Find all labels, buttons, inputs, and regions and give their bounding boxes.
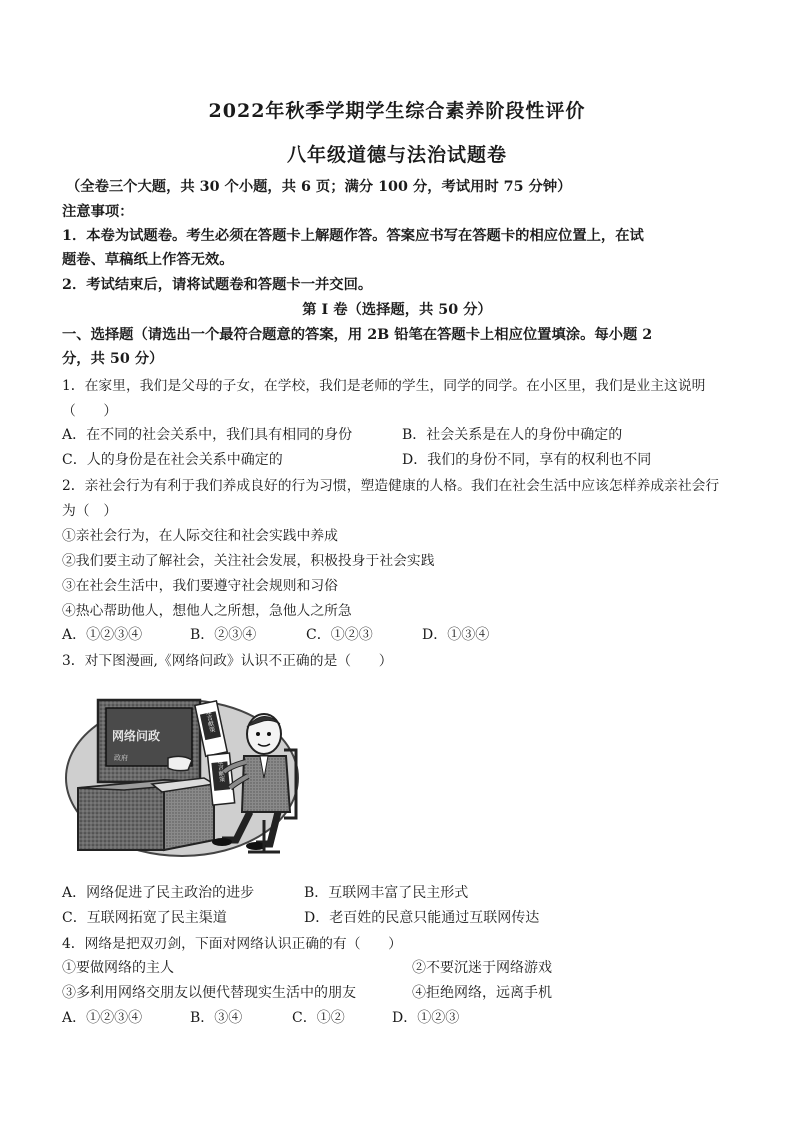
q2-statement-2: ②我们要主动了解社会，关注社会发展，积极投身于社会实践 [62, 553, 435, 569]
notice-item-1-cont: 题卷、草稿纸上作答无效。 [62, 252, 234, 268]
section1-heading-cont: 分，共 50 分） [62, 351, 164, 367]
q4-statement-1: ①要做网络的主人 [62, 960, 174, 976]
q2-option-d: D．①③④ [422, 627, 490, 643]
q1-stem: 1．在家里，我们是父母的子女，在学校，我们是老师的学生，同学的同学。在小区里，我们是业主这说明 [62, 378, 706, 394]
q1-stem-cont: （ ） [62, 403, 118, 419]
q4-statement-2: ②不要沉迷于网络游戏 [412, 960, 552, 976]
q4-option-a: A．①②③④ [62, 1010, 143, 1026]
q4-stem: 4．网络是把双刃剑，下面对网络认识正确的有（ ） [62, 936, 402, 952]
q4-option-b: B．③④ [190, 1010, 243, 1026]
q3-option-a: A．网络促进了民主政治的进步 [62, 885, 255, 901]
q1-option-a: A．在不同的社会关系中，我们具有相同的身份 [62, 427, 353, 443]
q2-stem-cont: 为（ ） [62, 503, 118, 519]
cartoon-illustration [64, 680, 304, 858]
q2-option-a: A．①②③④ [62, 627, 143, 643]
q2-statement-1: ①亲社会行为，在人际交往和社会实践中养成 [62, 528, 338, 544]
q4-statement-3: ③多利用网络交朋友以便代替现实生活中的朋友 [62, 985, 356, 1001]
page-subtitle: 八年级道德与法治试题卷 [286, 144, 507, 166]
notice-item-1: 1．本卷为试题卷。考生必须在答题卡上解题作答。答案应书写在答题卡的相应位置上，在试 [62, 228, 644, 244]
cartoon-drawing [64, 680, 304, 858]
q2-statement-3: ③在社会生活中，我们要遵守社会规则和习俗 [62, 578, 338, 594]
q1-option-c: C．人的身份是在社会关系中确定的 [62, 452, 283, 468]
page-title: 2022年秋季学期学生综合素养阶段性评价 [208, 100, 586, 122]
q2-option-b: B．②③④ [190, 627, 257, 643]
cartoon-screen-sub: 政府 [114, 754, 128, 762]
cartoon-screen-text: 网络问政 [112, 729, 161, 743]
q3-stem: 3．对下图漫画,《网络问政》认识不正确的是（ ） [62, 653, 393, 669]
q4-option-d: D．①②③ [392, 1010, 460, 1026]
section1-heading: 一、选择题（请选出一个最符合题意的答案，用 2B 铅笔在答题卡上相应位置填涂。每小题 2 [62, 327, 653, 343]
q1-option-d: D．我们的身份不同，享有的权利也不同 [402, 452, 652, 468]
q2-stem: 2．亲社会行为有利于我们养成良好的行为习惯，塑造健康的人格。我们在社会生活中应该怎样养成亲社会行 [62, 478, 720, 494]
q4-statement-4: ④拒绝网络，远离手机 [412, 985, 552, 1001]
q3-option-d: D．老百姓的民意只能通过互联网传达 [304, 910, 540, 926]
q2-option-c: C．①②③ [306, 627, 373, 643]
part1-heading: 第 I 卷（选择题，共 50 分） [302, 302, 492, 318]
cartoon-paper-2-text: 建言献策 [215, 757, 225, 783]
q2-statement-4: ④热心帮助他人，想他人之所想，急他人之所急 [62, 603, 352, 619]
exam-info: （全卷三个大题，共 30 个小题，共 6 页；满分 100 分，考试用时 75 分钟） [66, 179, 572, 195]
q4-option-c: C．①② [292, 1010, 345, 1026]
q1-option-b: B．社会关系是在人的身份中确定的 [402, 427, 623, 443]
cartoon-paper-1-text: 建言献策 [203, 708, 216, 734]
q3-option-b: B．互联网丰富了民主形式 [304, 885, 469, 901]
notice-item-2: 2．考试结束后，请将试题卷和答题卡一并交回。 [62, 277, 373, 293]
notice-heading: 注意事项： [62, 204, 134, 220]
q3-option-c: C．互联网拓宽了民主渠道 [62, 910, 227, 926]
